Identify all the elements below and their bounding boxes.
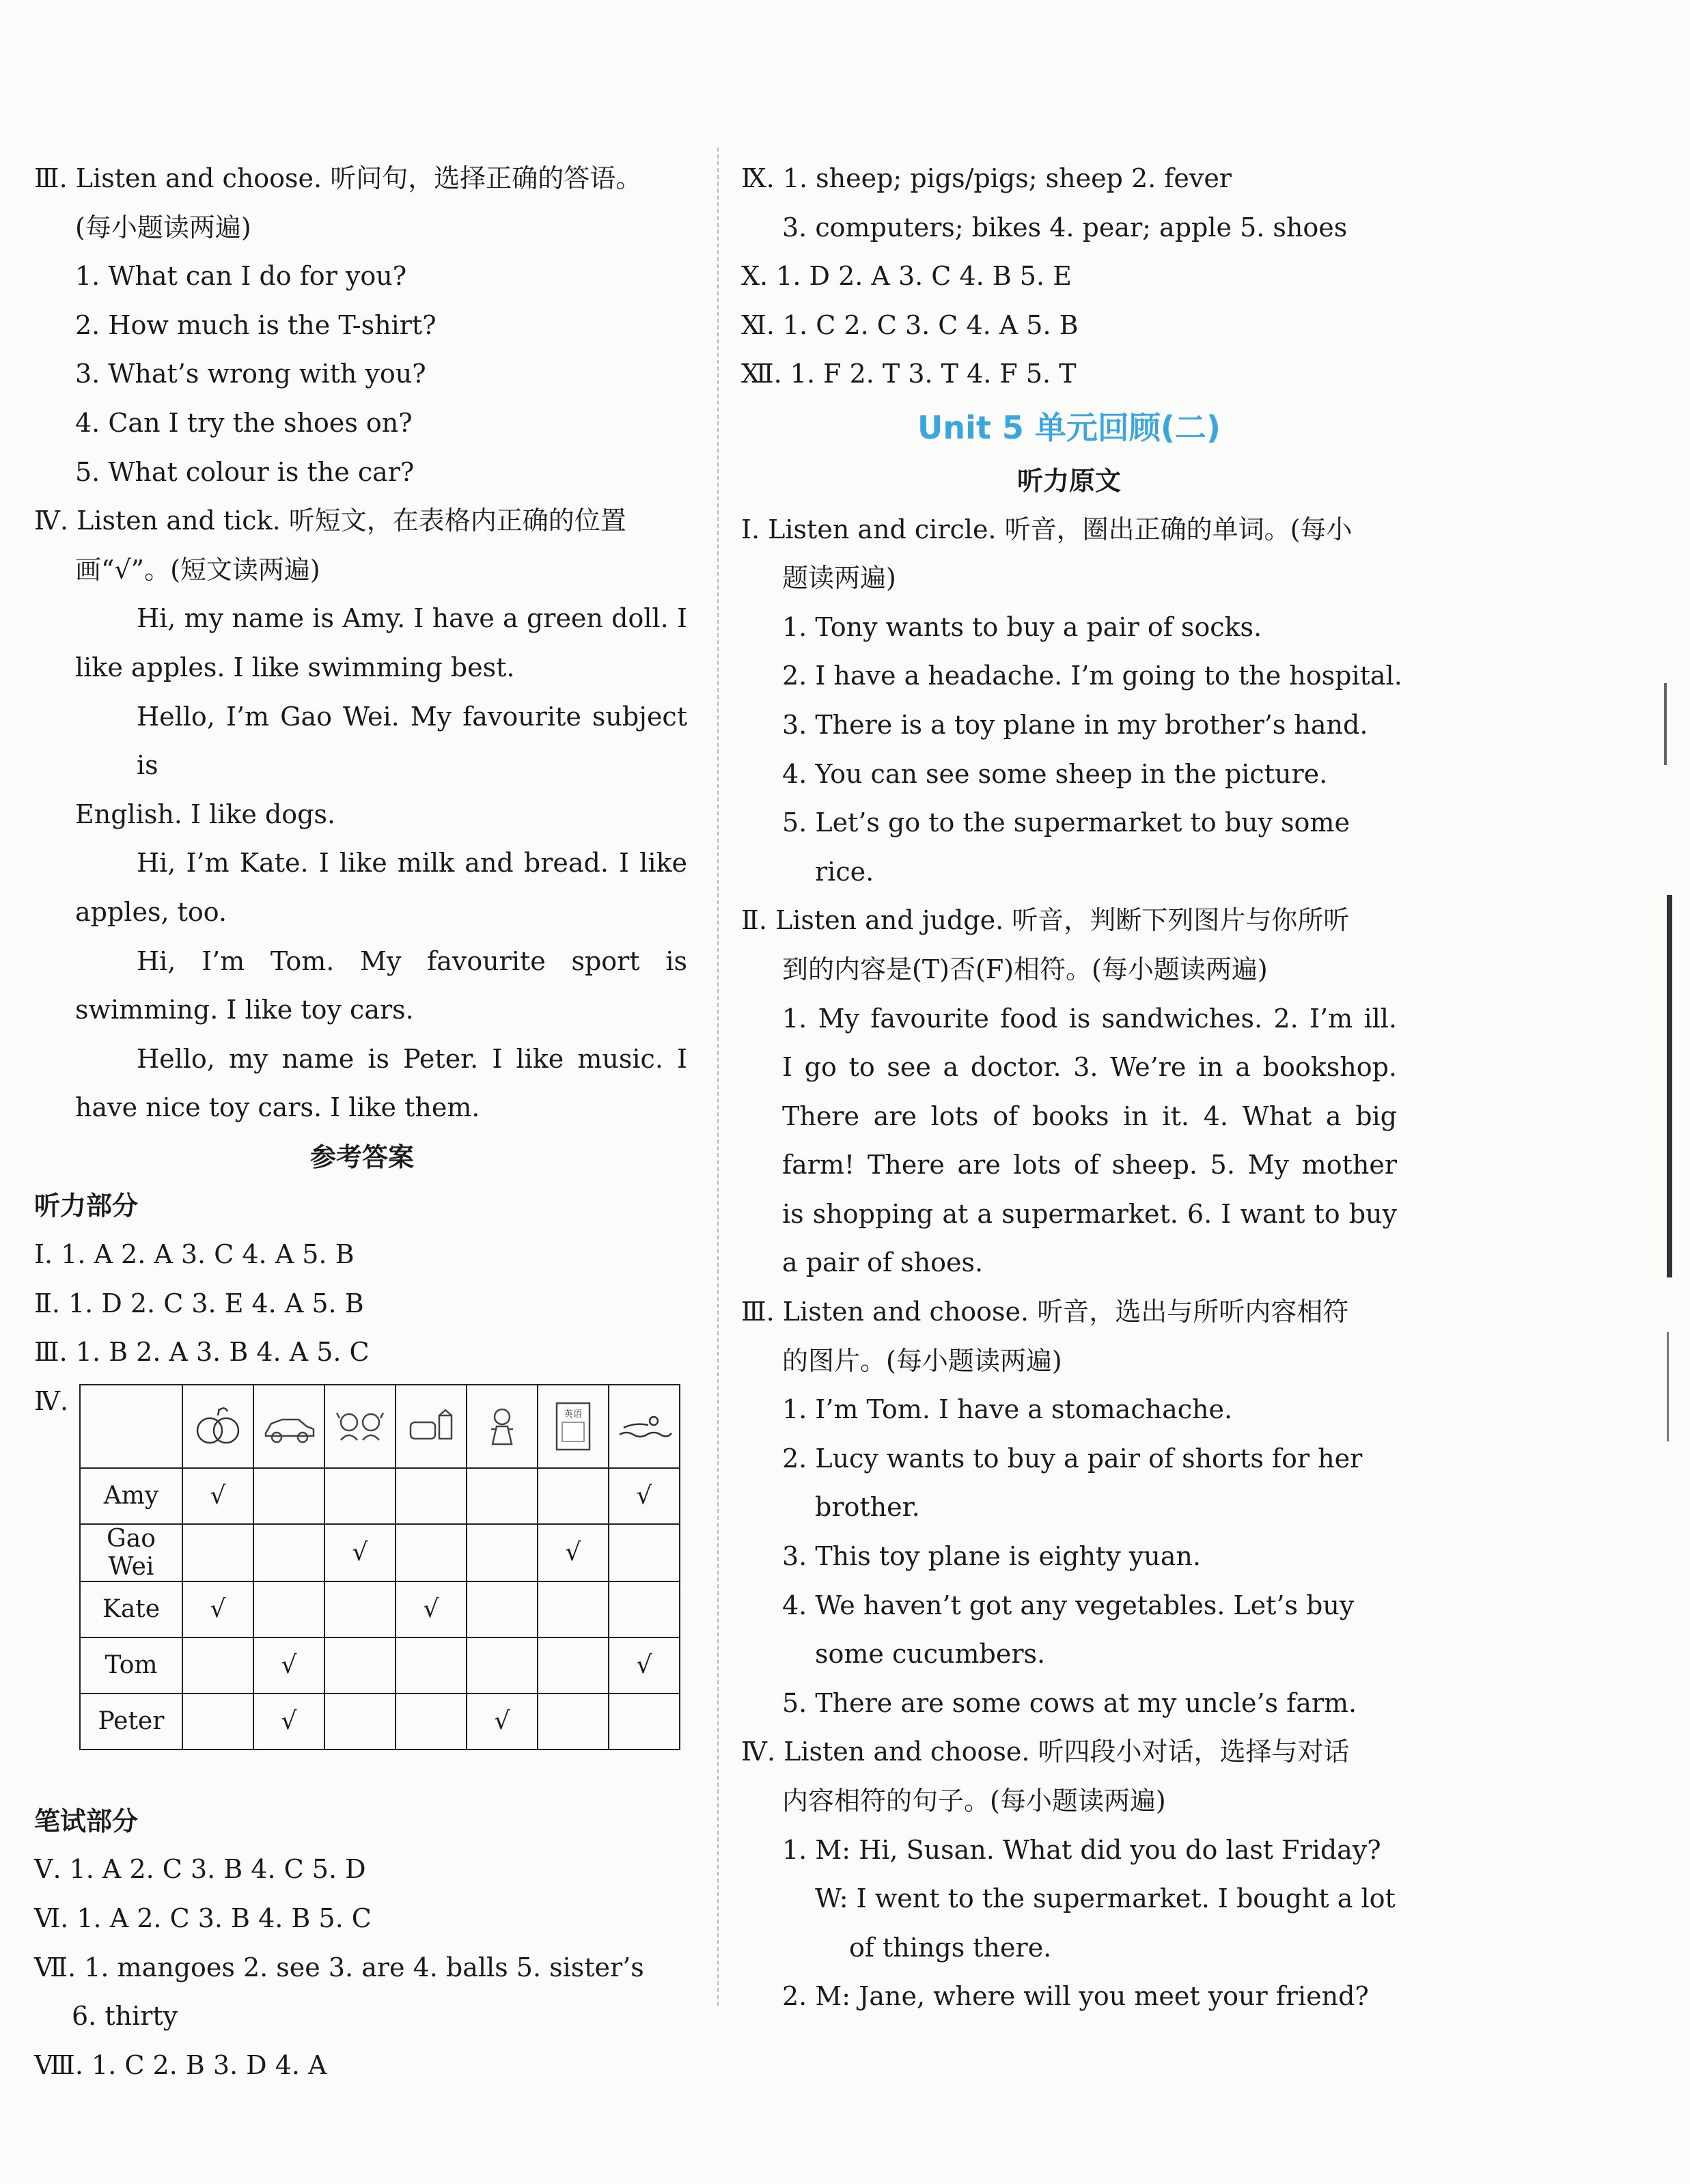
tick-cell xyxy=(467,1524,538,1581)
script-item: 5. Let’s go to the supermarket to buy some xyxy=(782,807,1350,838)
answer-line: Ⅷ. 1. C 2. B 3. D 4. A xyxy=(34,2049,327,2080)
tick-cell: √ xyxy=(253,1694,324,1750)
tick-cell xyxy=(396,1637,467,1694)
question-item: 4. Can I try the shoes on? xyxy=(75,407,413,438)
answer-line: Ⅻ. 1. F 2. T 3. T 4. F 5. T xyxy=(741,359,1077,389)
tick-cell: √ xyxy=(182,1581,253,1637)
answer-line: Ⅰ. 1. A 2. A 3. C 4. A 5. B xyxy=(34,1239,355,1270)
header-cell xyxy=(253,1385,324,1468)
answer-line: 3. computers; bikes 4. pear; apple 5. shoes xyxy=(782,212,1348,243)
row-name: Amy xyxy=(80,1468,182,1524)
tick-cell xyxy=(396,1694,467,1750)
tick-cell xyxy=(609,1524,680,1581)
section2-title: Ⅱ. Listen and judge. 听音，判断下列图片与你所听 xyxy=(741,905,1350,936)
section1-note: 题读两遍) xyxy=(782,563,896,594)
answer-line: Ⅸ. 1. sheep; pigs/pigs; sheep 2. fever xyxy=(741,163,1232,193)
section3-title: Ⅲ. Listen and choose. 听音，选出与所听内容相符 xyxy=(741,1297,1349,1327)
section3-note: 的图片。(每小题读两遍) xyxy=(782,1345,1062,1376)
answer-line: Ⅵ. 1. A 2. C 3. B 4. B 5. C xyxy=(34,1903,372,1934)
tick-cell xyxy=(467,1468,538,1524)
passage-line: apples, too. xyxy=(75,896,227,927)
answer-line: Ⅶ. 1. mangoes 2. see 3. are 4. balls 5. sister’s xyxy=(34,1952,644,1982)
tick-cell: √ xyxy=(467,1694,538,1750)
script-heading: 听力原文 xyxy=(1016,465,1121,496)
empty-corner-cell xyxy=(80,1385,182,1468)
tick-cell xyxy=(182,1637,253,1694)
dialogue-line: W: I went to the supermarket. I bought a lot xyxy=(815,1883,1396,1914)
tick-cell: √ xyxy=(182,1468,253,1524)
answer-line: Ⅹ. 1. D 2. A 3. C 4. B 5. E xyxy=(741,261,1072,292)
english-book-icon xyxy=(543,1399,603,1454)
tick-cell: √ xyxy=(396,1581,467,1637)
passage-line: Hi, my name is Amy. I have a green doll. I xyxy=(137,603,687,634)
section4-note: 内容相符的句子。(每小题读两遍) xyxy=(782,1786,1166,1816)
dialogue-line: 1. M: Hi, Susan. What did you do last Friday? xyxy=(782,1834,1381,1865)
row-name: Kate xyxy=(80,1581,182,1637)
dialogue-line: of things there. xyxy=(849,1932,1052,1963)
tick-cell xyxy=(324,1581,396,1637)
script-item: brother. xyxy=(815,1492,920,1523)
passage-line: Hello, I’m Gao Wei. My favourite subject is xyxy=(137,701,687,781)
answers-heading: 参考答案 xyxy=(309,1141,414,1172)
tick-table xyxy=(79,1384,680,1750)
section3-title: Ⅲ. Listen and choose. 听问句，选择正确的答语。 xyxy=(34,163,642,193)
tick-cell: √ xyxy=(609,1637,680,1694)
tick-cell xyxy=(324,1468,396,1524)
table-header-row xyxy=(80,1385,680,1468)
header-cell xyxy=(396,1385,467,1468)
passage-line: have nice toy cars. I like them. xyxy=(75,1092,480,1123)
book-cover-text: 英语 xyxy=(564,1409,583,1420)
scan-edge-mark xyxy=(1664,683,1667,765)
tick-cell xyxy=(182,1524,253,1581)
tick-cell xyxy=(467,1581,538,1637)
written-heading: 笔试部分 xyxy=(34,1805,139,1836)
passage-line: Hi, I’m Kate. I like milk and bread. I like xyxy=(137,848,687,879)
script-item: 1. Tony wants to buy a pair of socks. xyxy=(782,611,1262,642)
tick-cell xyxy=(609,1581,680,1637)
script-item: 3. There is a toy plane in my brother’s hand. xyxy=(782,709,1368,740)
unit-title: Unit 5 单元回顾(二) xyxy=(917,409,1221,446)
answer-line: 6. thirty xyxy=(72,2001,178,2032)
table-label: Ⅳ. xyxy=(34,1385,69,1416)
answer-line: Ⅲ. 1. B 2. A 3. B 4. A 5. C xyxy=(34,1337,370,1368)
section1-title: Ⅰ. Listen and circle. 听音，圈出正确的单词。(每小 xyxy=(741,514,1353,544)
tick-cell: √ xyxy=(253,1637,324,1694)
script-item: 1. I’m Tom. I have a stomachache. xyxy=(782,1394,1233,1425)
question-item: 3. What’s wrong with you? xyxy=(75,359,426,389)
row-name: Tom xyxy=(80,1637,182,1694)
scan-edge-mark xyxy=(1667,895,1672,1277)
passage-line: Hello, my name is Peter. I like music. I xyxy=(137,1043,687,1074)
table-row xyxy=(80,1468,680,1524)
section2-note: 到的内容是(T)否(F)相符。(每小题读两遍) xyxy=(782,954,1268,984)
passage-line: swimming. I like toy cars. xyxy=(75,995,414,1025)
tick-cell xyxy=(467,1637,538,1694)
right-column xyxy=(741,154,1402,2021)
script-line: I go to see a doctor. 3. We’re in a bookshop. xyxy=(782,1052,1397,1083)
listening-heading: 听力部分 xyxy=(34,1190,139,1221)
tick-cell xyxy=(396,1524,467,1581)
tick-cell: √ xyxy=(538,1524,609,1581)
tick-cell: √ xyxy=(609,1468,680,1524)
tick-cell xyxy=(538,1694,609,1750)
dialogue-line: 2. M: Jane, where will you meet your friend? xyxy=(782,1981,1369,2012)
answer-line: Ⅴ. 1. A 2. C 3. B 4. C 5. D xyxy=(34,1854,366,1885)
doll-icon xyxy=(472,1399,532,1454)
tick-cell xyxy=(324,1694,396,1750)
script-line: 1. My favourite food is sandwiches. 2. I’m ill. xyxy=(782,1003,1397,1034)
tick-cell xyxy=(538,1581,609,1637)
passage-line: Hi, I’m Tom. My favourite sport is xyxy=(137,945,687,976)
bread-milk-icon xyxy=(401,1399,461,1454)
section4-title: Ⅳ. Listen and choose. 听四段小对话，选择与对话 xyxy=(741,1737,1350,1767)
script-line: There are lots of books in it. 4. What a big xyxy=(782,1101,1397,1131)
passage-line: like apples. I like swimming best. xyxy=(75,652,515,682)
table-row xyxy=(80,1581,680,1637)
script-item: 4. You can see some sheep in the picture. xyxy=(782,758,1328,789)
swimming-icon xyxy=(614,1399,674,1454)
answer-line: Ⅺ. 1. C 2. C 3. C 4. A 5. B xyxy=(741,309,1079,340)
question-item: 5. What colour is the car? xyxy=(75,456,415,487)
tick-cell xyxy=(253,1468,324,1524)
tick-cell xyxy=(396,1468,467,1524)
apples-icon xyxy=(188,1399,248,1454)
tick-cell: √ xyxy=(324,1524,396,1581)
section4-title: Ⅳ. Listen and tick. 听短文，在表格内正确的位置 xyxy=(34,506,626,536)
question-item: 1. What can I do for you? xyxy=(75,261,407,292)
script-item: 3. This toy plane is eighty yuan. xyxy=(782,1541,1201,1572)
scan-edge-mark xyxy=(1667,1332,1669,1441)
toy-car-icon xyxy=(259,1399,319,1454)
dogs-icon xyxy=(330,1399,390,1454)
tick-cell xyxy=(182,1694,253,1750)
section4-note: 画“√”。(短文读两遍) xyxy=(75,554,320,585)
header-cell xyxy=(324,1385,396,1468)
script-item: 5. There are some cows at my uncle’s farm. xyxy=(782,1687,1357,1718)
header-cell xyxy=(538,1385,609,1468)
passage-line: English. I like dogs. xyxy=(75,799,336,829)
tick-cell xyxy=(609,1694,680,1750)
tick-cell xyxy=(538,1637,609,1694)
tick-table-block xyxy=(34,1377,690,1797)
tick-cell xyxy=(253,1524,324,1581)
script-item: 2. Lucy wants to buy a pair of shorts for her xyxy=(782,1443,1363,1474)
section3-note: (每小题读两遍) xyxy=(75,212,251,243)
script-item: some cucumbers. xyxy=(815,1639,1046,1670)
row-name: Peter xyxy=(80,1694,182,1750)
left-column xyxy=(34,154,690,2090)
table-row xyxy=(80,1694,680,1750)
table-row xyxy=(80,1524,680,1581)
script-line: is shopping at a supermarket. 6. I want to buy xyxy=(782,1198,1397,1229)
script-line: farm! There are lots of sheep. 5. My mother xyxy=(782,1150,1397,1180)
tick-cell xyxy=(253,1581,324,1637)
script-line: a pair of shoes. xyxy=(782,1247,984,1278)
header-cell xyxy=(609,1385,680,1468)
script-item: rice. xyxy=(815,856,874,887)
header-cell xyxy=(182,1385,253,1468)
column-divider xyxy=(717,148,719,2006)
tick-cell xyxy=(324,1637,396,1694)
question-item: 2. How much is the T-shirt? xyxy=(75,309,437,340)
tick-cell xyxy=(538,1468,609,1524)
answer-line: Ⅱ. 1. D 2. C 3. E 4. A 5. B xyxy=(34,1288,364,1318)
header-cell xyxy=(467,1385,538,1468)
script-item: 2. I have a headache. I’m going to the hospital. xyxy=(782,661,1402,691)
table-row xyxy=(80,1637,680,1694)
row-name: Gao Wei xyxy=(80,1524,182,1581)
script-item: 4. We haven’t got any vegetables. Let’s buy xyxy=(782,1590,1355,1620)
